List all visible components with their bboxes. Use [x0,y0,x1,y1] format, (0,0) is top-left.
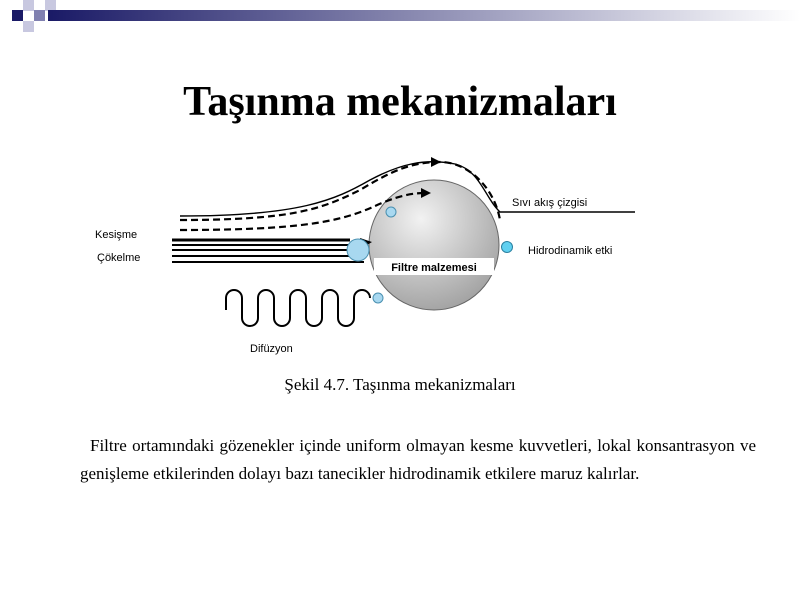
hydrodynamic-particle [502,242,513,253]
body-paragraph: Filtre ortamındaki gözenekler içinde uniform olmayan kesme kuvvetleri, lokal konsantrasyon ve genişleme etkilerinden dolayı bazı tanecikler hidrodinamik etkilere maruz kalırlar. [80,436,756,483]
diffusion-path [226,290,370,326]
filter-media-label: Filtre malzemesi [391,262,477,274]
slide-title: Taşınma mekanizmaları [183,79,617,125]
interception-label: Kesişme [95,229,138,241]
figure-caption: Şekil 4.7. Taşınma mekanizmaları [284,375,516,394]
interception-particle [347,239,369,261]
diffusion-particle [373,293,383,303]
hydrodynamic-label: Hidrodinamik etki [528,245,613,257]
diffusion-label: Difüzyon [250,343,293,355]
top-particle [386,207,396,217]
transport-mechanisms-diagram [0,150,800,365]
flow-line-label: Sıvı akış çizgisi [512,197,588,209]
header-decoration [0,0,800,40]
sedimentation-label: Çökelme [97,252,141,264]
